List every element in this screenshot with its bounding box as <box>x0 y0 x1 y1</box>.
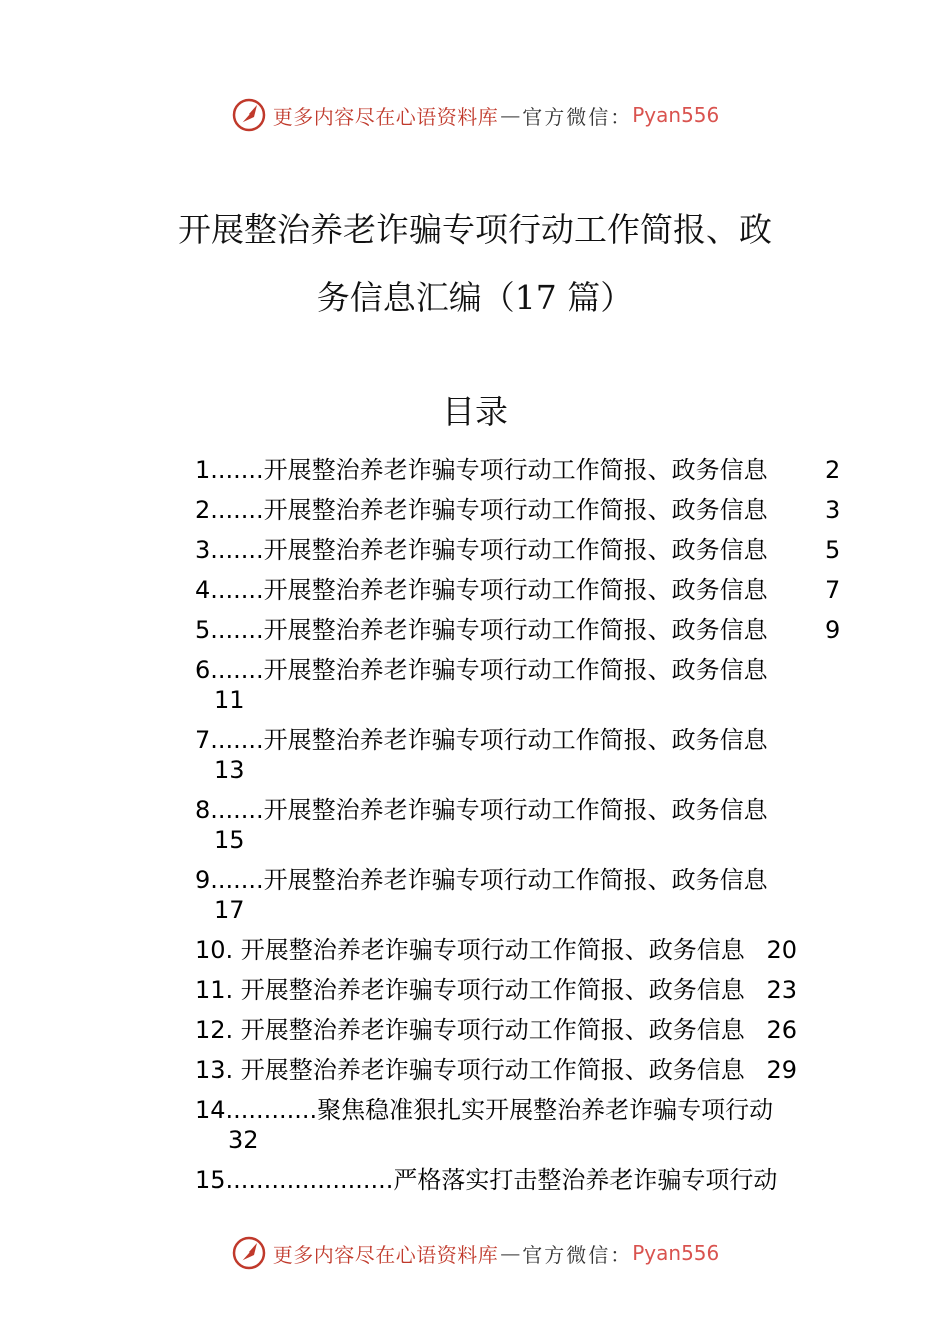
wechat-id: Pyan556 <box>632 103 720 127</box>
toc-entry-text: 13. 开展整治养老诈骗专项行动工作简报、政务信息 <box>195 1056 745 1084</box>
wechat-label: 官方微信： <box>522 1242 633 1267</box>
toc-entry[interactable] <box>195 615 841 645</box>
toc-entry-text: 6.......开展整治养老诈骗专项行动工作简报、政务信息 <box>195 656 768 684</box>
toc-entry[interactable] <box>195 655 768 714</box>
toc-entry-text: 8.......开展整治养老诈骗专项行动工作简报、政务信息 <box>195 796 768 824</box>
toc-entry[interactable] <box>195 935 797 965</box>
toc-page-number: 23 <box>766 976 797 1004</box>
banner-dash: — <box>500 103 521 127</box>
channel-name: 更多内容尽在心语资料库 <box>272 104 499 129</box>
toc-entry[interactable] <box>195 575 841 605</box>
toc-entry[interactable] <box>195 455 841 485</box>
toc-page-number: 5 <box>825 536 841 564</box>
toc-entry[interactable] <box>195 1165 777 1195</box>
toc-heading: 目录 <box>442 392 508 431</box>
toc-entry-text: 12. 开展整治养老诈骗专项行动工作简报、政务信息 <box>195 1016 745 1044</box>
toc-entry[interactable] <box>195 795 768 854</box>
toc-page-number: 7 <box>825 576 841 604</box>
toc-entry[interactable] <box>195 1055 797 1085</box>
toc-entry-text: 4.......开展整治养老诈骗专项行动工作简报、政务信息 <box>195 576 768 604</box>
toc-entry[interactable] <box>195 1015 797 1045</box>
toc-entry-text: 2.......开展整治养老诈骗专项行动工作简报、政务信息 <box>195 496 768 524</box>
toc-entry[interactable] <box>195 1095 774 1154</box>
toc-entry[interactable] <box>195 495 841 525</box>
toc-page-number: 29 <box>766 1056 797 1084</box>
document-title-line2: 务信息汇编（17 篇） <box>316 278 634 317</box>
toc-page-number: 9 <box>825 616 841 644</box>
document-title-line1: 开展整治养老诈骗专项行动工作简报、政 <box>178 210 772 249</box>
channel-name: 更多内容尽在心语资料库 <box>272 1242 499 1267</box>
toc-page-number: 13 <box>214 756 245 784</box>
toc-entry[interactable] <box>195 975 797 1005</box>
banner-dash: — <box>500 1241 521 1265</box>
toc-entry[interactable] <box>195 535 841 565</box>
toc-entry-text: 9.......开展整治养老诈骗专项行动工作简报、政务信息 <box>195 866 768 894</box>
toc-entry-text: 14............聚焦稳准狠扎实开展整治养老诈骗专项行动 <box>195 1096 774 1124</box>
toc-page-number: 17 <box>214 896 245 924</box>
toc-page-number: 32 <box>228 1126 259 1154</box>
quill-logo-icon <box>231 1235 267 1271</box>
header-banner <box>0 95 950 135</box>
toc-entry-text: 5.......开展整治养老诈骗专项行动工作简报、政务信息 <box>195 616 768 644</box>
toc-page-number: 20 <box>766 936 797 964</box>
toc-page-number: 15 <box>214 826 245 854</box>
toc-entry-text: 1.......开展整治养老诈骗专项行动工作简报、政务信息 <box>195 456 768 484</box>
wechat-id: Pyan556 <box>632 1241 720 1265</box>
toc-page-number: 3 <box>825 496 841 524</box>
toc-entry-text: 7.......开展整治养老诈骗专项行动工作简报、政务信息 <box>195 726 768 754</box>
toc-page-number: 26 <box>766 1016 797 1044</box>
toc-entry[interactable] <box>195 865 768 924</box>
toc-entry-text: 10. 开展整治养老诈骗专项行动工作简报、政务信息 <box>195 936 745 964</box>
wechat-label: 官方微信： <box>522 104 633 129</box>
toc-page-number: 11 <box>214 686 245 714</box>
footer-banner <box>0 1233 950 1273</box>
toc-entry-text: 3.......开展整治养老诈骗专项行动工作简报、政务信息 <box>195 536 768 564</box>
toc-entry-text: 11. 开展整治养老诈骗专项行动工作简报、政务信息 <box>195 976 745 1004</box>
toc-entry[interactable] <box>195 725 768 784</box>
quill-logo-icon <box>231 97 267 133</box>
toc-page-number: 2 <box>825 456 841 484</box>
toc-entry-text: 15......................严格落实打击整治养老诈骗专项行动 <box>195 1166 778 1194</box>
